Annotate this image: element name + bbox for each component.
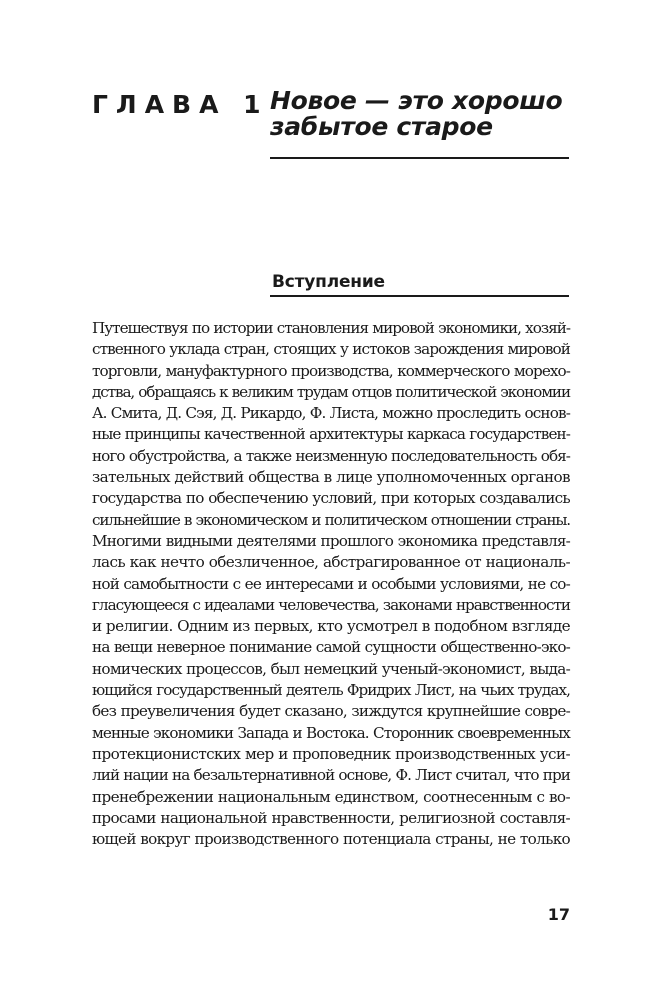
body-line: ной самобытности с ее интересами и особыми условиями, не со- xyxy=(92,574,570,593)
body-line: гласующееся с идеалами человечества, законами нравственности xyxy=(92,595,570,614)
body-line: и религии. Одним из первых, кто усмотрел в подобном взгляде xyxy=(92,617,570,636)
body-line: А. Смита, Д. Сэя, Д. Рикардо, Ф. Листа, можно проследить основ- xyxy=(92,404,570,423)
body-line: государства по обеспечению условий, при которых создавались xyxy=(92,489,570,508)
body-line: на вещи неверное понимание самой сущности общественно-эко- xyxy=(92,638,570,657)
body-line: без преувеличения будет сказано, зиждутся крупнейшие совре- xyxy=(92,702,570,721)
body-line: торговли, мануфактурного производства, коммерческого морехо- xyxy=(92,361,570,380)
chapter-title-line: забытое старое xyxy=(270,112,493,141)
body-paragraph xyxy=(92,318,570,850)
body-line: ные принципы качественной архитектуры каркаса государствен- xyxy=(92,425,570,444)
section-heading-rule xyxy=(270,295,569,297)
chapter-label: ГЛАВА 1 xyxy=(92,90,269,119)
body-line: ного обустройства, а также неизменную последовательность обя- xyxy=(92,446,570,465)
body-line: ющей вокруг производственного потенциала страны, не только xyxy=(92,830,570,849)
body-line: дства, обращаясь к великим трудам отцов политической экономии xyxy=(92,382,570,401)
body-line: номических процессов, был немецкий ученый-экономист, выда- xyxy=(92,659,570,678)
body-line: Путешествуя по истории становления мировой экономики, хозяй- xyxy=(92,319,570,337)
body-line: протекционистских мер и проповедник производственных уси- xyxy=(92,744,570,763)
body-line: сильнейшие в экономическом и политическом отношении страны. xyxy=(92,510,570,529)
chapter-title-rule xyxy=(270,157,569,159)
body-line: пренебрежении национальным единством, соотнесенным с во- xyxy=(92,787,570,806)
body-line: ственного уклада стран, стоящих у истоков зарождения мировой xyxy=(92,340,570,359)
body-line: лась как нечто обезличенное, абстрагированное от националь- xyxy=(92,553,570,572)
body-line: ющийся государственный деятель Фридрих Лист, на чьих трудах, xyxy=(92,681,570,700)
body-line: зательных действий общества в лице уполномоченных органов xyxy=(92,468,570,487)
chapter-title-line: Новое — это хорошо xyxy=(270,86,563,115)
body-line: Многими видными деятелями прошлого экономика представля- xyxy=(92,531,570,550)
body-line: просами национальной нравственности, религиозной составля- xyxy=(92,808,570,827)
chapter-title xyxy=(270,88,570,140)
section-heading: Вступление xyxy=(272,272,385,292)
page-number: 17 xyxy=(547,905,570,924)
body-line: лий нации на безальтернативной основе, Ф. Лист считал, что при xyxy=(92,766,570,785)
body-line: менные экономики Запада и Востока. Сторонник своевременных xyxy=(92,723,570,742)
